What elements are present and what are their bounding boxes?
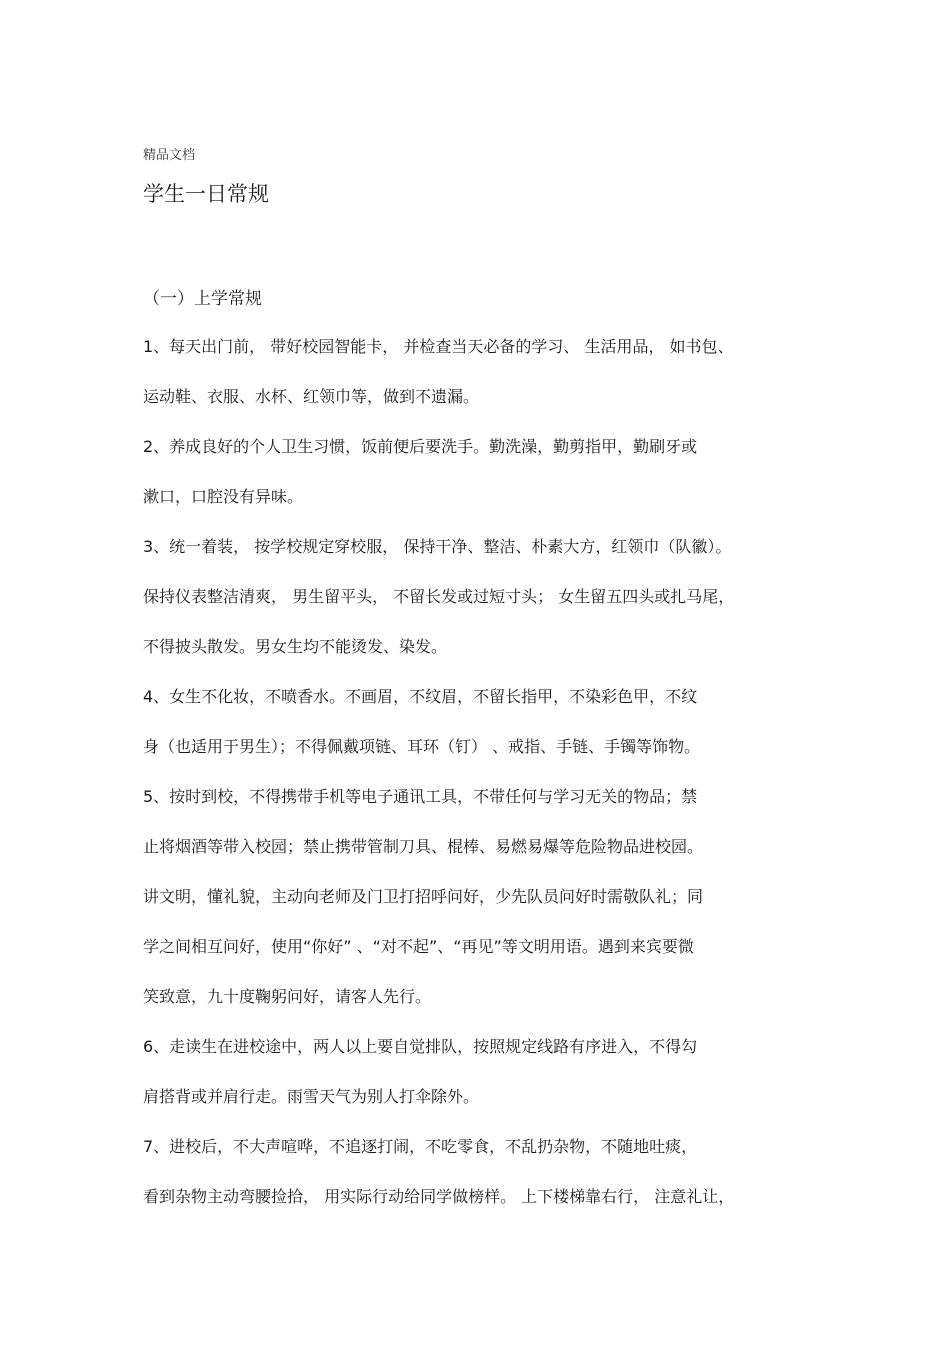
header-label: 精品文档 — [143, 148, 196, 163]
text-line: 不得披头散发。男女生均不能烫发、染发。 — [143, 637, 448, 656]
text-line: 肩搭背或并肩行走。雨雪天气为别人打伞除外。 — [143, 1087, 480, 1106]
text-line: 2、养成良好的个人卫生习惯，饭前便后要洗手。勤洗澡，勤剪指甲，勤刷牙或 — [143, 437, 698, 456]
text-line: 6、走读生在进校途中，两人以上要自觉排队，按照规定线路有序进入，不得勾 — [143, 1037, 698, 1056]
text-line: 7、进校后，不大声喧哗，不追逐打闹，不吃零食，不乱扔杂物，不随地吐痰， — [143, 1137, 698, 1156]
text-line: 4、女生不化妆，不喷香水。不画眉，不纹眉，不留长指甲，不染彩色甲，不纹 — [143, 687, 698, 706]
text-line: 止将烟酒等带入校园；禁止携带管制刀具、棍棒、易燃易爆等危险物品进校园。 — [143, 837, 704, 856]
document-title: 学生一日常规 — [143, 182, 269, 206]
text-line: 笑致意，九十度鞠躬问好，请客人先行。 — [143, 987, 432, 1006]
text-line: 学之间相互问好，使用“你好” 、“对不起”、“再见”等文明用语。遇到来宾要微 — [143, 937, 694, 956]
text-line: 3、统一着装， 按学校规定穿校服， 保持干净、整洁、朴素大方，红领巾（队徽）。 — [143, 537, 732, 556]
text-line: 讲文明，懂礼貌，主动向老师及门卫打招呼问好，少先队员问好时需敬队礼；同 — [143, 887, 704, 906]
text-line: 1、每天出门前， 带好校园智能卡， 并检查当天必备的学习、 生活用品， 如书包、 — [143, 337, 734, 356]
section-heading: （一）上学常规 — [143, 289, 262, 309]
text-line: 保持仪表整洁清爽， 男生留平头， 不留长发或过短寸头； 女生留五四头或扎马尾， — [143, 587, 735, 606]
text-line: 看到杂物主动弯腰捡拾， 用实际行动给同学做榜样。 上下楼梯靠右行， 注意礼让， — [143, 1187, 735, 1206]
text-line: 漱口，口腔没有异味。 — [143, 487, 304, 506]
text-line: 运动鞋、衣服、水杯、红领巾等，做到不遗漏。 — [143, 387, 480, 406]
text-line: 身（也适用于男生）；不得佩戴项链、耳环（钉） 、戒指、手链、手镯等饰物。 — [143, 737, 701, 756]
text-line: 5、按时到校，不得携带手机等电子通讯工具，不带任何与学习无关的物品；禁 — [143, 787, 698, 806]
